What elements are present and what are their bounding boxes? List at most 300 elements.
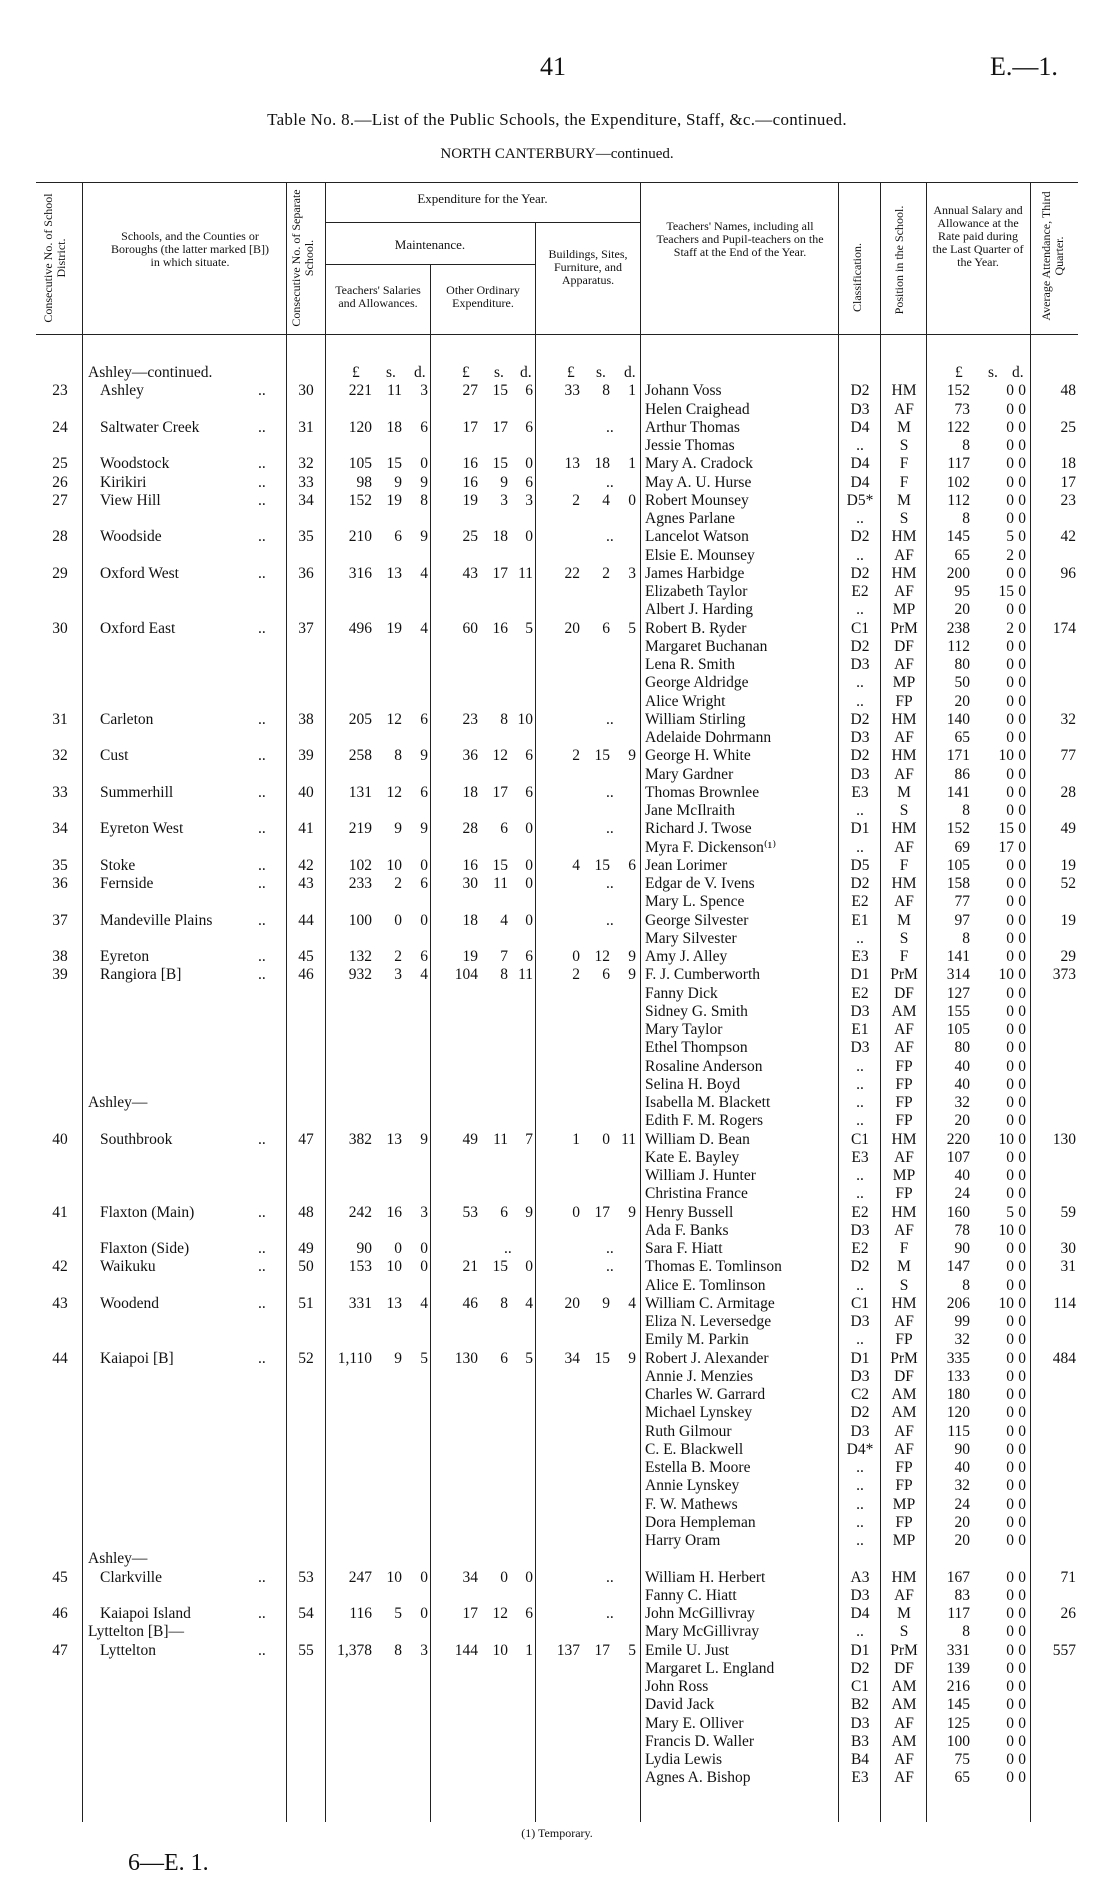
b-pounds: 22 <box>564 564 580 582</box>
school-name: Woodside <box>100 528 162 546</box>
position: AF <box>894 1021 914 1038</box>
position: AF <box>894 1440 914 1458</box>
district-number: 37 <box>52 911 68 929</box>
position: F <box>899 1240 909 1257</box>
salary-shillings: 17 <box>998 838 1014 856</box>
t-shillings: 2 <box>394 948 402 965</box>
school-number: 32 <box>298 455 314 473</box>
position: AF <box>894 583 914 600</box>
b-shillings: 15 <box>594 856 610 874</box>
t-pence: 5 <box>420 1349 428 1367</box>
position: FP <box>895 1477 913 1495</box>
header-position: Position in the School. <box>892 205 906 315</box>
group-head: Ashley—continued. <box>88 364 213 381</box>
school-number: 39 <box>298 747 314 765</box>
o-pounds: 144 <box>454 1641 478 1659</box>
salary-shillings: 0 <box>1006 455 1014 473</box>
o-shillings: 6 <box>500 820 508 838</box>
teacher-name: Christina France <box>645 1185 748 1203</box>
salary-pounds: 8 <box>962 1623 970 1641</box>
t-pence: 4 <box>420 564 428 582</box>
o-pence: 5 <box>525 619 533 637</box>
o-shillings: 10 <box>492 1641 508 1659</box>
leader-dots: .. <box>258 747 266 765</box>
t-pounds: 233 <box>348 875 372 892</box>
school-number: 41 <box>298 820 314 838</box>
classification: .. <box>856 546 864 564</box>
o-pounds: 30 <box>462 875 478 892</box>
salary-pounds: 117 <box>947 455 970 473</box>
district-number: 35 <box>52 856 68 874</box>
t-shillings: 8 <box>394 747 402 765</box>
leader-dots: .. <box>258 875 266 892</box>
position: FP <box>895 1513 913 1531</box>
salary-pence: 0 <box>1018 510 1026 527</box>
teachers-pound-head: £ <box>352 364 360 381</box>
salary-pence: 0 <box>1018 1112 1026 1130</box>
attendance: 26 <box>1060 1605 1076 1622</box>
salary-shillings: 0 <box>1006 856 1014 874</box>
teacher-name: Mary McGillivray <box>645 1623 760 1641</box>
b-pence: 3 <box>628 564 636 582</box>
salary-pounds: 69 <box>954 838 970 856</box>
b-shillings: 17 <box>594 1203 610 1221</box>
salary-pounds: 77 <box>954 893 970 911</box>
salary-pence: 0 <box>1018 1751 1026 1768</box>
header-bottom-rule <box>36 334 1078 335</box>
salary-pounds: 102 <box>946 473 970 491</box>
o-pence: 0 <box>525 1258 533 1276</box>
o-pence: 0 <box>525 856 533 874</box>
page-number: 41 <box>540 52 566 81</box>
school-number: 52 <box>298 1349 314 1367</box>
nil-entry: .. <box>606 911 614 929</box>
classification: D3 <box>850 1002 870 1020</box>
leader-dots: .. <box>258 1568 266 1586</box>
t-pounds: 1,110 <box>337 1349 372 1367</box>
t-pounds: 205 <box>348 710 372 728</box>
salary-pence: 0 <box>1018 473 1026 491</box>
position: AF <box>894 1039 914 1057</box>
nil-entry: .. <box>606 820 614 838</box>
classification: D4 <box>850 473 870 491</box>
header-attendance: Average Attendance, Third Quarter. <box>1039 191 1066 321</box>
classification: E3 <box>851 948 869 965</box>
attendance: 18 <box>1060 455 1076 473</box>
salary-shillings: 10 <box>998 1221 1014 1239</box>
salary-pence: 0 <box>1018 1203 1026 1221</box>
o-shillings: 0 <box>500 1568 508 1586</box>
t-pounds: 102 <box>348 856 372 874</box>
o-pence: 0 <box>525 455 533 473</box>
salary-pounds: 200 <box>946 564 970 582</box>
b-pounds: 33 <box>564 382 580 400</box>
classification: D3 <box>850 1422 870 1440</box>
position: AF <box>894 893 914 911</box>
b-shillings: 8 <box>602 382 610 400</box>
salary-pence: 0 <box>1018 802 1026 819</box>
teacher-name: Estella B. Moore <box>645 1459 751 1476</box>
salary-pence: 0 <box>1018 1349 1026 1367</box>
teacher-name: Charles W. Garrard <box>645 1386 766 1403</box>
salary-pounds: 90 <box>954 1240 970 1257</box>
o-pounds: 34 <box>462 1568 478 1586</box>
salary-pence: 0 <box>1018 1386 1026 1403</box>
salary-pence: 0 <box>1018 729 1026 746</box>
classification: D2 <box>850 637 870 655</box>
salary-pence: 0 <box>1018 601 1026 619</box>
teacher-name: Edith F. M. Rogers <box>645 1112 764 1130</box>
attendance: 30 <box>1060 1240 1076 1257</box>
salary-pounds: 152 <box>946 820 970 838</box>
school-number: 33 <box>298 473 314 491</box>
position: HM <box>891 820 917 838</box>
o-shillings: 15 <box>492 856 508 874</box>
position: FP <box>895 1331 913 1349</box>
classification: .. <box>856 692 864 710</box>
classification: .. <box>856 510 864 527</box>
salary-pence: 0 <box>1018 1769 1026 1787</box>
school-name: Woodstock <box>100 455 170 473</box>
teacher-name: Thomas E. Tomlinson <box>645 1258 782 1276</box>
table-title: Table No. 8.—List of the Public Schools, the Expenditure, Staff, &c.—continued. <box>267 110 847 129</box>
position: PrM <box>890 1349 918 1367</box>
t-pence: 9 <box>420 820 428 838</box>
salary-pence: 0 <box>1018 1057 1026 1075</box>
t-shillings: 15 <box>386 455 402 473</box>
salary-pounds: 20 <box>954 1532 970 1549</box>
o-pounds: 28 <box>462 820 478 838</box>
classification: B3 <box>850 1732 870 1750</box>
school-number: 35 <box>298 528 314 546</box>
salary-pence: 0 <box>1018 1495 1026 1513</box>
teacher-name: Jean Lorimer <box>645 856 728 874</box>
o-pence: 0 <box>525 528 533 546</box>
t-pence: 6 <box>420 418 428 436</box>
teacher-name: Robert B. Ryder <box>645 619 747 637</box>
o-shillings: 8 <box>500 710 508 728</box>
teacher-name: Eliza N. Leversedge <box>645 1313 772 1330</box>
salary-pounds: 20 <box>954 692 970 710</box>
teacher-name: Sara F. Hiatt <box>645 1240 723 1257</box>
teacher-name: Myra F. Dickenson⁽¹⁾ <box>645 838 777 856</box>
salary-pounds: 97 <box>954 911 970 929</box>
o-shillings: 15 <box>492 382 508 400</box>
district-number: 25 <box>52 455 68 473</box>
school-number: 48 <box>298 1203 314 1221</box>
classification: .. <box>856 1459 864 1476</box>
salary-pounds: 80 <box>954 1039 970 1057</box>
o-shillings: 12 <box>492 1605 508 1622</box>
attendance: 77 <box>1060 747 1076 765</box>
salary-pence: 0 <box>1018 1586 1026 1604</box>
salary-pence: 0 <box>1018 1422 1026 1440</box>
salary-pounds: 206 <box>946 1294 970 1312</box>
o-pence: 6 <box>525 1605 533 1622</box>
salary-shillings: 0 <box>1006 1440 1014 1458</box>
salary-pounds: 99 <box>954 1313 970 1330</box>
t-pounds: 100 <box>348 911 372 929</box>
school-number: 36 <box>298 564 314 582</box>
salary-pounds: 65 <box>954 1769 970 1787</box>
o-pounds: 19 <box>462 491 478 509</box>
salary-shillings: 0 <box>1006 674 1014 692</box>
t-shillings: 18 <box>386 418 402 436</box>
attendance: 48 <box>1060 382 1076 400</box>
teacher-name: William Stirling <box>645 710 746 728</box>
buildings-pound-head: £ <box>567 364 575 381</box>
salary-shillings: 10 <box>998 966 1014 984</box>
t-shillings: 16 <box>386 1203 402 1221</box>
t-shillings: 0 <box>394 911 402 929</box>
position: M <box>897 491 911 509</box>
salary-pence: 0 <box>1018 1002 1026 1020</box>
o-pence: 5 <box>525 1349 533 1367</box>
salary-shillings: 0 <box>1006 765 1014 783</box>
o-shillings: 16 <box>492 619 508 637</box>
position: HM <box>891 875 917 892</box>
salary-pounds: 216 <box>946 1678 970 1695</box>
salary-shillings: 0 <box>1006 1075 1014 1093</box>
school-name: Fernside <box>100 875 154 892</box>
salary-pounds: 171 <box>946 747 970 765</box>
b-shillings: 15 <box>594 747 610 765</box>
o-pounds: 23 <box>462 710 478 728</box>
school-number: 34 <box>298 491 314 509</box>
t-pounds: 116 <box>349 1605 372 1622</box>
school-name: Eyreton <box>100 948 150 965</box>
o-pounds: 49 <box>462 1130 478 1148</box>
salary-shillings: 10 <box>998 1130 1014 1148</box>
salary-pence: 0 <box>1018 692 1026 710</box>
salary-shillings: 0 <box>1006 1276 1014 1294</box>
classification: D2 <box>850 382 870 400</box>
salary-shillings: 0 <box>1006 1039 1014 1057</box>
salary-pounds: 238 <box>946 619 970 637</box>
position: HM <box>891 528 917 546</box>
b-shillings: 15 <box>594 1349 610 1367</box>
classification: D3 <box>850 400 870 418</box>
salary-pound-head: £ <box>955 364 963 381</box>
o-pence: 0 <box>525 1568 533 1586</box>
school-name: Kaiapoi [B] <box>100 1349 174 1367</box>
t-pence: 9 <box>420 1130 428 1148</box>
district-number: 33 <box>52 783 68 801</box>
salary-pence: 0 <box>1018 820 1026 838</box>
position: MP <box>892 1167 916 1184</box>
o-pounds: 27 <box>462 382 478 400</box>
salary-pence: 0 <box>1018 1130 1026 1148</box>
teacher-name: Henry Bussell <box>645 1203 734 1221</box>
classification: C1 <box>850 619 870 637</box>
position: AF <box>894 1422 914 1440</box>
salary-pounds: 8 <box>962 510 970 527</box>
position: AM <box>891 1404 917 1422</box>
salary-pounds: 32 <box>954 1094 970 1111</box>
position: F <box>899 473 909 491</box>
position: FP <box>895 1112 913 1130</box>
position: FP <box>895 1185 913 1203</box>
t-pence: 4 <box>420 1294 428 1312</box>
classification: .. <box>856 1057 864 1075</box>
o-pounds: 21 <box>462 1258 478 1276</box>
district-number: 29 <box>52 564 68 582</box>
classification: .. <box>856 1513 864 1531</box>
school-name: Waikuku <box>100 1258 156 1276</box>
header-maintenance: Maintenance. <box>394 237 466 252</box>
teacher-name: Annie J. Menzies <box>645 1367 754 1385</box>
t-shillings: 2 <box>394 875 402 892</box>
nil-entry: .. <box>606 875 614 892</box>
salary-shillings: 0 <box>1006 911 1014 929</box>
salary-shillings: 0 <box>1006 1002 1014 1020</box>
district-number: 27 <box>52 491 68 509</box>
position: S <box>899 437 909 454</box>
salary-pounds: 40 <box>954 1167 970 1184</box>
classification: D3 <box>850 1367 870 1385</box>
header-consec-district: Consecutive No. of School District. <box>41 193 68 323</box>
school-name: Flaxton (Side) <box>100 1240 190 1257</box>
nil-entry: .. <box>606 783 614 801</box>
attendance: 71 <box>1060 1568 1076 1586</box>
b-pounds: 2 <box>572 491 580 509</box>
salary-pence: 0 <box>1018 637 1026 655</box>
o-pence: 4 <box>525 1294 533 1312</box>
position: DF <box>894 1659 914 1677</box>
header-classification: Classification. <box>850 243 864 312</box>
salary-pounds: 75 <box>954 1751 970 1768</box>
salary-pence: 0 <box>1018 1221 1026 1239</box>
teacher-name: William C. Armitage <box>645 1294 775 1312</box>
salary-pounds: 152 <box>946 382 970 400</box>
classification: D1 <box>850 1349 870 1367</box>
t-shillings: 12 <box>386 710 402 728</box>
salary-pounds: 65 <box>954 546 970 564</box>
b-shillings: 12 <box>594 948 610 965</box>
classification: .. <box>856 1112 864 1130</box>
t-pence: 4 <box>420 966 428 984</box>
attendance: 42 <box>1060 528 1076 546</box>
salary-pence: 0 <box>1018 1075 1026 1093</box>
teachers-d-head: d. <box>414 364 426 381</box>
leader-dots: .. <box>258 1130 266 1148</box>
attendance: 557 <box>1052 1641 1076 1659</box>
salary-shillings: 15 <box>998 820 1014 838</box>
salary-shillings: 0 <box>1006 1696 1014 1714</box>
t-pence: 9 <box>420 473 428 491</box>
leader-dots: .. <box>258 491 266 509</box>
salary-pounds: 180 <box>946 1386 970 1403</box>
salary-shillings: 0 <box>1006 1769 1014 1787</box>
salary-shillings: 0 <box>1006 1495 1014 1513</box>
teacher-name: John Ross <box>645 1678 709 1695</box>
classification: D4 <box>850 418 870 436</box>
district-number: 41 <box>52 1203 68 1221</box>
salary-pounds: 117 <box>947 1605 970 1622</box>
t-shillings: 19 <box>386 491 402 509</box>
nil-entry: .. <box>606 1568 614 1586</box>
salary-pence: 0 <box>1018 418 1026 436</box>
t-shillings: 9 <box>394 1349 402 1367</box>
other-d-head: d. <box>520 364 532 381</box>
position: AM <box>891 1002 917 1020</box>
salary-pounds: 20 <box>954 601 970 619</box>
position: FP <box>895 1075 913 1093</box>
salary-d-head: d. <box>1012 364 1024 381</box>
salary-shillings: 2 <box>1006 619 1014 637</box>
b-pounds: 137 <box>556 1641 580 1659</box>
position: F <box>899 455 909 473</box>
o-pence: 6 <box>525 783 533 801</box>
district-number: 45 <box>52 1568 68 1586</box>
district-number: 42 <box>52 1258 68 1276</box>
salary-shillings: 0 <box>1006 948 1014 965</box>
teacher-name: Lydia Lewis <box>645 1751 723 1768</box>
teacher-name: Lancelot Watson <box>645 528 749 546</box>
school-name: Stoke <box>100 856 136 874</box>
salary-pence: 0 <box>1018 564 1026 582</box>
t-pounds: 120 <box>348 418 372 436</box>
position: PrM <box>890 619 918 637</box>
o-shillings: 11 <box>493 875 508 892</box>
attendance: 484 <box>1052 1349 1076 1367</box>
leader-dots: .. <box>258 820 266 838</box>
school-number: 37 <box>298 619 314 637</box>
teacher-name: Mary L. Spence <box>645 893 745 911</box>
b-pence: 9 <box>628 948 636 965</box>
t-shillings: 12 <box>386 783 402 801</box>
salary-shillings: 0 <box>1006 1586 1014 1604</box>
salary-pence: 0 <box>1018 1513 1026 1531</box>
b-pounds: 34 <box>564 1349 580 1367</box>
table-top-rule <box>36 182 1078 183</box>
teacher-name: Ada F. Banks <box>645 1221 729 1239</box>
classification: C1 <box>850 1678 870 1695</box>
salary-shillings: 0 <box>1006 1349 1014 1367</box>
leader-dots: .. <box>258 966 266 984</box>
salary-shillings: 0 <box>1006 1513 1014 1531</box>
school-name: Carleton <box>100 710 154 728</box>
classification: .. <box>856 1276 864 1294</box>
b-shillings: 2 <box>602 564 610 582</box>
classification: D2 <box>850 875 870 892</box>
o-shillings: 11 <box>493 1130 508 1148</box>
o-pounds: 16 <box>462 455 478 473</box>
classification: .. <box>856 838 864 856</box>
salary-pounds: 158 <box>946 875 970 892</box>
t-pounds: 331 <box>348 1294 372 1312</box>
b-pence: 9 <box>628 1203 636 1221</box>
o-shillings: 18 <box>492 528 508 546</box>
t-pounds: 131 <box>348 783 372 801</box>
position: DF <box>894 1367 914 1385</box>
series-code: E.—1. <box>990 52 1058 81</box>
o-pounds: 17 <box>462 418 478 436</box>
salary-pounds: 20 <box>954 1112 970 1130</box>
salary-pence: 0 <box>1018 1696 1026 1714</box>
o-pounds: 60 <box>462 619 478 637</box>
salary-shillings: 0 <box>1006 491 1014 509</box>
position: F <box>899 856 909 874</box>
position: AF <box>894 1148 914 1166</box>
teacher-name: Dora Hempleman <box>645 1513 756 1531</box>
teacher-name: Helen Craighead <box>645 400 750 418</box>
o-pounds: 53 <box>462 1203 478 1221</box>
salary-pounds: 8 <box>962 929 970 947</box>
expenditure-rule <box>325 222 640 223</box>
classification: .. <box>856 1185 864 1203</box>
salary-shillings: 0 <box>1006 783 1014 801</box>
